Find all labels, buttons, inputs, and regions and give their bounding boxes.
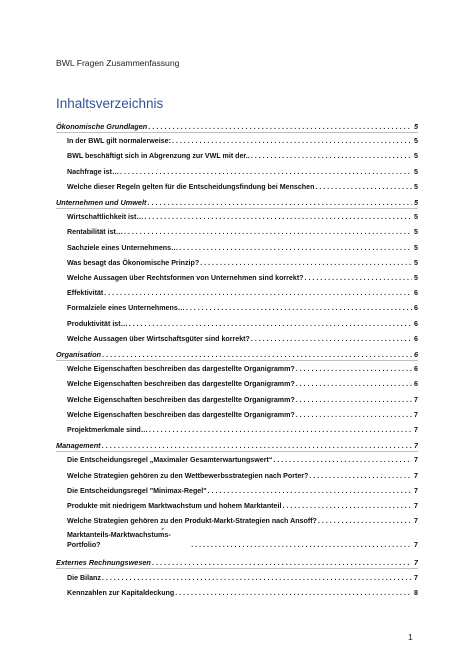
toc-section-entry[interactable] (56, 194, 418, 207)
page-header: BWL Fragen Zusammenfassung (56, 58, 180, 68)
toc-subsection-entry[interactable] (56, 361, 418, 374)
toc-dot-leader (296, 380, 412, 389)
toc-entry-text: Projektmerkmale sind… (67, 426, 148, 434)
toc-page-number: 6 (414, 289, 418, 298)
toc-entry-text: Ökonomische Grundlagen (56, 122, 148, 131)
toc-section-entry[interactable] (56, 437, 418, 450)
toc-subsection-entry[interactable] (56, 513, 418, 526)
toc-dot-leader (251, 152, 412, 161)
toc-entry-text: Organisation (56, 350, 102, 359)
toc-page-number: 8 (414, 588, 418, 597)
toc-subsection-entry[interactable] (56, 209, 418, 222)
toc-entry-text: Welche Strategien gehören zu den Wettbewerbsstrategien nach Porter? (67, 471, 309, 480)
toc-page-number: 7 (414, 541, 418, 550)
toc-subsection-entry[interactable] (56, 300, 418, 313)
toc-entry-text: Management (56, 441, 101, 451)
toc-entry-text: Die Entscheidungsregel „Maximaler Gesamterwartungswert“ (67, 456, 273, 465)
toc-page-number: 5 (414, 182, 418, 191)
toc-entry-text: BWL beschäftigt sich in Abgrenzung zur VWL mit der.. (67, 152, 250, 161)
toc-dot-leader (200, 259, 412, 268)
toc-entry-text: Welche Eigenschaften beschreiben das dargestellte Organigramm? (67, 380, 295, 389)
toc-subsection-entry[interactable] (56, 422, 418, 435)
toc-dot-leader (282, 502, 412, 511)
toc-page-number: 7 (414, 486, 418, 495)
toc-entry-text: Welche Eigenschaften beschreiben das dargestellte Organigramm? (67, 410, 295, 419)
toc-entry-text: Externes Rechnungswesen (56, 558, 151, 568)
toc-subsection-entry[interactable] (56, 240, 418, 253)
toc-subsection-entry[interactable] (56, 285, 418, 298)
toc-dot-leader (175, 589, 412, 598)
toc-entry-text: Welche dieser Regeln gelten für die Entscheidungsfindung bei Menschen (67, 182, 315, 191)
toc-dot-leader (102, 350, 412, 359)
toc-entry-text: Wirtschaftlichkeit ist… (67, 213, 144, 222)
toc-page-number: 5 (413, 122, 418, 131)
toc-subsection-entry[interactable] (56, 179, 418, 192)
toc-page-number: 6 (414, 319, 418, 328)
toc-dot-leader (104, 289, 412, 298)
toc-dot-leader (318, 517, 412, 526)
toc-entry-text: Marktanteils-Marktwachstums-Portfolio? (67, 531, 171, 549)
toc-page-number: 5 (414, 213, 418, 222)
toc-entry-text: Unternehmen und Umwelt (56, 198, 147, 207)
toc-entry-text: Produktivität ist… (67, 319, 128, 328)
toc-dot-leader (296, 365, 412, 374)
toc-dot-leader (102, 574, 412, 583)
toc-dot-leader (120, 168, 412, 177)
toc-entry-text: In der BWL gilt normalerweise: (67, 137, 171, 146)
toc-section-entry[interactable] (56, 118, 418, 131)
toc-subsection-entry[interactable] (56, 585, 418, 598)
page-number: 1 (408, 632, 413, 642)
toc-subsection-entry[interactable] (56, 392, 418, 405)
toc-page-number: 5 (414, 228, 418, 237)
toc-dot-leader (208, 487, 412, 496)
toc-subsection-entry[interactable] (56, 316, 418, 329)
toc-entry-text: Die Bilanz (67, 573, 101, 582)
toc-subsection-entry[interactable] (56, 528, 418, 550)
toc-page-number: 7 (414, 502, 418, 510)
toc-subsection-entry[interactable] (56, 468, 418, 481)
toc-section-entry[interactable] (56, 346, 418, 359)
toc-entry-text: Welche Aussagen über Rechtsformen von Unternehmen sind korrekt? (67, 274, 304, 282)
toc-entry-text: Welche Strategien gehören zu den Produkt-Markt-Strategien nach Ansoff? (67, 517, 317, 526)
toc-dot-leader (179, 244, 412, 253)
toc-dot-leader (296, 396, 412, 405)
toc-section-entry[interactable] (56, 554, 418, 567)
toc-subsection-entry[interactable] (56, 331, 418, 344)
toc-dot-leader (309, 472, 412, 481)
toc-entry-text: Die Entscheidungsregel "Minimax-Regel" (67, 486, 207, 495)
toc-page-number: 7 (414, 517, 418, 526)
toc-dot-leader (296, 411, 412, 420)
toc-subsection-entry[interactable] (56, 224, 418, 237)
toc-subsection-entry[interactable] (56, 376, 418, 389)
toc-page-number: 5 (414, 152, 418, 161)
toc-dot-leader (148, 122, 412, 131)
toc-entry-text: Formalziele eines Unternehmens… (67, 304, 185, 313)
toc-entry-text: Was besagt das Ökonomische Prinzip? (67, 258, 200, 267)
toc-subsection-entry[interactable] (56, 164, 418, 177)
toc-entry-text: Sachziele eines Unternehmens… (67, 243, 179, 252)
toc-dot-leader (144, 213, 412, 222)
toc-page-number: 5 (414, 258, 418, 267)
toc-page-number: 6 (414, 334, 418, 343)
toc-dot-leader (152, 558, 412, 567)
toc-page-number: 5 (414, 167, 418, 176)
toc-page-number: 7 (414, 573, 418, 582)
toc-page-number: 6 (414, 304, 418, 313)
toc-entry-text: Produkte mit niedrigem Marktwachstum und hohem Marktanteil (67, 502, 282, 510)
toc-page-number: 5 (414, 137, 418, 146)
toc-page-number: 7 (414, 471, 418, 480)
toc-subsection-entry[interactable] (56, 570, 418, 583)
toc-entry-text: Rentabilität ist… (67, 228, 123, 237)
toc-page-number: 7 (414, 410, 418, 419)
toc-entry-text: Nachfrage ist… (67, 167, 120, 176)
toc-page-number: 6 (414, 380, 418, 389)
toc-subsection-entry[interactable] (56, 407, 418, 420)
toc-page-number: 5 (414, 274, 418, 282)
toc-subsection-entry[interactable] (56, 133, 418, 146)
toc-page-number: 5 (413, 198, 418, 207)
toc-page-number: 7 (413, 441, 418, 451)
toc-page-number: 7 (414, 456, 418, 465)
toc-entry-text: Welche Eigenschaften beschreiben das dargestellte Organigramm? (67, 395, 295, 404)
toc-page-number: 6 (414, 365, 418, 374)
toc-subsection-entry[interactable] (56, 452, 418, 465)
toc-page-number: 7 (414, 426, 418, 434)
toc-entry-text: Welche Eigenschaften beschreiben das dargestellte Organigramm? (67, 365, 295, 374)
toc-dot-leader (102, 441, 412, 450)
toc-entry-text: Welche Aussagen über Wirtschaftsgüter sind korrekt? (67, 334, 250, 343)
toc-dot-leader (129, 320, 412, 329)
toc-dot-leader (315, 183, 412, 192)
toc-dot-leader (149, 426, 412, 435)
toc-entry-text: Kennzahlen zur Kapitaldeckung (67, 588, 175, 597)
toc-dot-leader (251, 335, 412, 344)
toc-dot-leader (172, 137, 412, 146)
toc-subsection-entry[interactable] (56, 148, 418, 161)
toc-subsection-entry[interactable] (56, 483, 418, 496)
toc-dot-leader (191, 541, 412, 550)
toc-entry-text: Effektivität (67, 289, 104, 298)
toc-dot-leader (147, 198, 412, 207)
toc-page-number: 5 (414, 243, 418, 252)
toc-dot-leader (305, 274, 412, 283)
toc-dot-leader (124, 228, 412, 237)
toc-page-number: 6 (413, 350, 418, 359)
toc-dot-leader (273, 456, 412, 465)
toc-page-number: 7 (413, 558, 418, 568)
toc-subsection-entry[interactable] (56, 498, 418, 511)
toc-page-number: 7 (414, 395, 418, 404)
toc-dot-leader (186, 304, 412, 313)
toc-subsection-entry[interactable] (56, 270, 418, 283)
toc-title: Inhaltsverzeichnis (56, 96, 164, 111)
toc-subsection-entry[interactable] (56, 255, 418, 268)
